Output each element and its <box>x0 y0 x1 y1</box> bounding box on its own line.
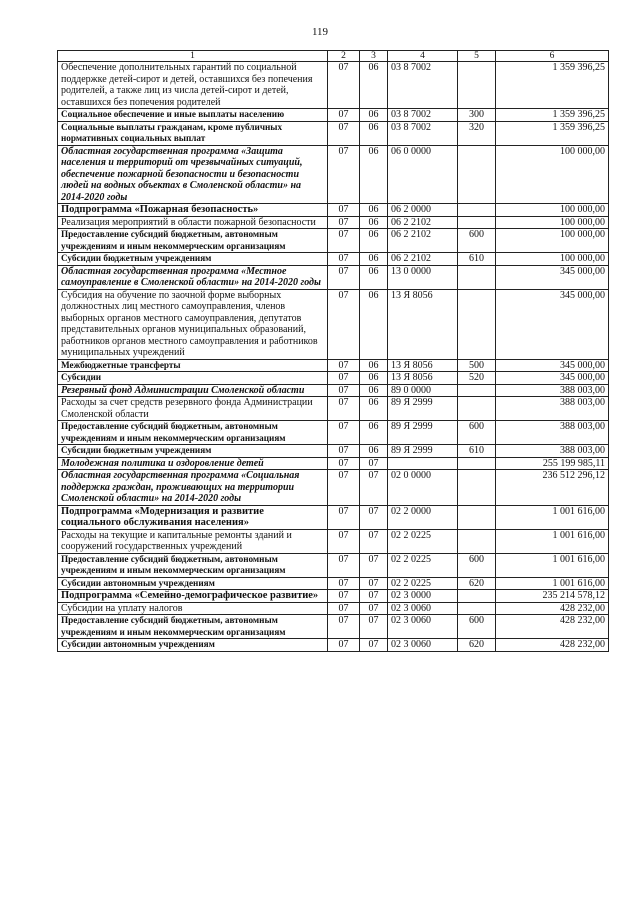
target-article-cell: 06 2 2102 <box>388 253 458 266</box>
expense-type-cell: 600 <box>458 421 496 445</box>
row-name-cell: Социальное обеспечение и иные выплаты населению <box>58 109 328 122</box>
subsection-code-cell: 07 <box>360 505 388 529</box>
expense-type-cell: 300 <box>458 109 496 122</box>
amount-cell: 1 001 616,00 <box>496 505 609 529</box>
expense-type-cell <box>458 457 496 470</box>
target-article-cell: 06 2 0000 <box>388 204 458 217</box>
target-article-cell: 02 3 0060 <box>388 615 458 639</box>
budget-table <box>57 50 609 652</box>
section-code-cell: 07 <box>328 529 360 553</box>
table-row <box>58 372 609 385</box>
amount-cell: 100 000,00 <box>496 229 609 253</box>
section-code-cell: 07 <box>328 384 360 397</box>
section-code-cell: 07 <box>328 229 360 253</box>
section-code-cell: 07 <box>328 505 360 529</box>
row-name-cell: Реализация мероприятий в области пожарной безопасности <box>58 216 328 229</box>
amount-cell: 1 001 616,00 <box>496 529 609 553</box>
table-row <box>58 602 609 615</box>
target-article-cell: 06 0 0000 <box>388 145 458 204</box>
amount-cell: 100 000,00 <box>496 145 609 204</box>
expense-type-cell: 620 <box>458 577 496 590</box>
table-row <box>58 145 609 204</box>
table-row <box>58 109 609 122</box>
expense-type-cell: 600 <box>458 615 496 639</box>
header-cell: 5 <box>458 51 496 62</box>
row-name-cell: Субсидии автономным учреждениям <box>58 639 328 652</box>
target-article-cell: 03 8 7002 <box>388 109 458 122</box>
row-name-cell: Субсидии бюджетным учреждениям <box>58 253 328 266</box>
target-article-cell: 89 0 0000 <box>388 384 458 397</box>
section-code-cell: 07 <box>328 639 360 652</box>
amount-cell: 1 001 616,00 <box>496 553 609 577</box>
table-row <box>58 216 609 229</box>
table-row <box>58 359 609 372</box>
section-code-cell: 07 <box>328 445 360 458</box>
subsection-code-cell: 06 <box>360 445 388 458</box>
row-name-cell: Предоставление субсидий бюджетным, автономным учреждениям и иным некоммерческим организациям <box>58 229 328 253</box>
header-cell: 1 <box>58 51 328 62</box>
target-article-cell: 03 8 7002 <box>388 62 458 109</box>
target-article-cell: 13 Я 8056 <box>388 289 458 359</box>
expense-type-cell: 600 <box>458 553 496 577</box>
amount-cell: 428 232,00 <box>496 602 609 615</box>
target-article-cell: 02 2 0225 <box>388 529 458 553</box>
section-code-cell: 07 <box>328 359 360 372</box>
table-row <box>58 445 609 458</box>
target-article-cell: 02 3 0000 <box>388 590 458 603</box>
section-code-cell: 07 <box>328 457 360 470</box>
row-name-cell: Расходы за счет средств резервного фонда Администрации Смоленской области <box>58 397 328 421</box>
expense-type-cell <box>458 505 496 529</box>
header-cell: 6 <box>496 51 609 62</box>
expense-type-cell: 620 <box>458 639 496 652</box>
row-name-cell: Подпрограмма «Семейно-демографическое развитие» <box>58 590 328 603</box>
expense-type-cell <box>458 204 496 217</box>
subsection-code-cell: 06 <box>360 289 388 359</box>
row-name-cell: Субсидии бюджетным учреждениям <box>58 445 328 458</box>
amount-cell: 388 003,00 <box>496 397 609 421</box>
subsection-code-cell: 07 <box>360 457 388 470</box>
target-article-cell: 03 8 7002 <box>388 121 458 145</box>
header-cell: 4 <box>388 51 458 62</box>
target-article-cell: 13 Я 8056 <box>388 359 458 372</box>
subsection-code-cell: 07 <box>360 553 388 577</box>
amount-cell: 1 359 396,25 <box>496 109 609 122</box>
target-article-cell: 02 2 0225 <box>388 577 458 590</box>
row-name-cell: Областная государственная программа «Защита населения и территорий от чрезвычайных ситуаций, обеспечение пожарной безопасности и безопасности людей на водных объектах в Смоленской области» на 2014-2020 годы <box>58 145 328 204</box>
row-name-cell: Предоставление субсидий бюджетным, автономным учреждениям и иным некоммерческим организациям <box>58 615 328 639</box>
row-name-cell: Подпрограмма «Пожарная безопасность» <box>58 204 328 217</box>
expense-type-cell <box>458 590 496 603</box>
amount-cell: 255 199 985,11 <box>496 457 609 470</box>
section-code-cell: 07 <box>328 265 360 289</box>
subsection-code-cell: 07 <box>360 639 388 652</box>
section-code-cell: 07 <box>328 145 360 204</box>
section-code-cell: 07 <box>328 204 360 217</box>
subsection-code-cell: 07 <box>360 529 388 553</box>
table-row <box>58 457 609 470</box>
expense-type-cell: 520 <box>458 372 496 385</box>
amount-cell: 100 000,00 <box>496 204 609 217</box>
row-name-cell: Субсидии <box>58 372 328 385</box>
row-name-cell: Областная государственная программа «Местное самоуправление в Смоленской области» на 2014-2020 годы <box>58 265 328 289</box>
header-cell: 2 <box>328 51 360 62</box>
row-name-cell: Субсидии на уплату налогов <box>58 602 328 615</box>
section-code-cell: 07 <box>328 577 360 590</box>
amount-cell: 428 232,00 <box>496 615 609 639</box>
table-row <box>58 62 609 109</box>
section-code-cell: 07 <box>328 109 360 122</box>
table-row <box>58 253 609 266</box>
expense-type-cell: 610 <box>458 445 496 458</box>
table-header <box>58 51 609 62</box>
amount-cell: 236 512 296,12 <box>496 470 609 506</box>
amount-cell: 388 003,00 <box>496 384 609 397</box>
subsection-code-cell: 06 <box>360 62 388 109</box>
table-row <box>58 553 609 577</box>
subsection-code-cell: 06 <box>360 109 388 122</box>
target-article-cell: 02 2 0225 <box>388 553 458 577</box>
table-row <box>58 421 609 445</box>
target-article-cell: 02 0 0000 <box>388 470 458 506</box>
subsection-code-cell: 07 <box>360 577 388 590</box>
expense-type-cell <box>458 145 496 204</box>
expense-type-cell: 500 <box>458 359 496 372</box>
subsection-code-cell: 06 <box>360 229 388 253</box>
row-name-cell: Предоставление субсидий бюджетным, автономным учреждениям и иным некоммерческим организациям <box>58 421 328 445</box>
row-name-cell: Областная государственная программа «Социальная поддержка граждан, проживающих на территории Смоленской области» на 2014-2020 годы <box>58 470 328 506</box>
section-code-cell: 07 <box>328 602 360 615</box>
target-article-cell: 06 2 2102 <box>388 229 458 253</box>
table-row <box>58 229 609 253</box>
expense-type-cell <box>458 602 496 615</box>
expense-type-cell: 610 <box>458 253 496 266</box>
amount-cell: 100 000,00 <box>496 216 609 229</box>
section-code-cell: 07 <box>328 590 360 603</box>
target-article-cell: 02 3 0060 <box>388 639 458 652</box>
amount-cell: 345 000,00 <box>496 359 609 372</box>
expense-type-cell <box>458 62 496 109</box>
subsection-code-cell: 06 <box>360 145 388 204</box>
subsection-code-cell: 07 <box>360 590 388 603</box>
amount-cell: 1 001 616,00 <box>496 577 609 590</box>
row-name-cell: Обеспечение дополнительных гарантий по социальной поддержке детей-сирот и детей, оставшихся без попечения родителей, а также лиц из числа детей-сирот и детей, оставшихся без попечения родителей <box>58 62 328 109</box>
amount-cell: 388 003,00 <box>496 421 609 445</box>
subsection-code-cell: 06 <box>360 372 388 385</box>
subsection-code-cell: 06 <box>360 216 388 229</box>
subsection-code-cell: 07 <box>360 602 388 615</box>
section-code-cell: 07 <box>328 216 360 229</box>
row-name-cell: Социальные выплаты гражданам, кроме публичных нормативных социальных выплат <box>58 121 328 145</box>
table-row <box>58 590 609 603</box>
table-row <box>58 289 609 359</box>
section-code-cell: 07 <box>328 615 360 639</box>
subsection-code-cell: 07 <box>360 615 388 639</box>
target-article-cell: 13 Я 8056 <box>388 372 458 385</box>
section-code-cell: 07 <box>328 289 360 359</box>
target-article-cell: 06 2 2102 <box>388 216 458 229</box>
subsection-code-cell: 06 <box>360 121 388 145</box>
expense-type-cell: 320 <box>458 121 496 145</box>
header-row <box>58 51 609 62</box>
amount-cell: 428 232,00 <box>496 639 609 652</box>
section-code-cell: 07 <box>328 421 360 445</box>
subsection-code-cell: 06 <box>360 359 388 372</box>
table-row <box>58 529 609 553</box>
table-row <box>58 265 609 289</box>
expense-type-cell <box>458 470 496 506</box>
amount-cell: 345 000,00 <box>496 372 609 385</box>
target-article-cell: 02 3 0060 <box>388 602 458 615</box>
amount-cell: 235 214 578,12 <box>496 590 609 603</box>
row-name-cell: Резервный фонд Администрации Смоленской области <box>58 384 328 397</box>
target-article-cell: 89 Я 2999 <box>388 397 458 421</box>
subsection-code-cell: 06 <box>360 397 388 421</box>
table-row <box>58 384 609 397</box>
target-article-cell: 89 Я 2999 <box>388 421 458 445</box>
subsection-code-cell: 07 <box>360 470 388 506</box>
section-code-cell: 07 <box>328 470 360 506</box>
subsection-code-cell: 06 <box>360 204 388 217</box>
section-code-cell: 07 <box>328 62 360 109</box>
amount-cell: 345 000,00 <box>496 265 609 289</box>
row-name-cell: Межбюджетные трансферты <box>58 359 328 372</box>
subsection-code-cell: 06 <box>360 265 388 289</box>
amount-cell: 388 003,00 <box>496 445 609 458</box>
expense-type-cell <box>458 384 496 397</box>
table-row <box>58 470 609 506</box>
row-name-cell: Субсидия на обучение по заочной форме выборных должностных лиц местного самоуправления, членов выборных органов местного самоуправления, депутатов представительных органов муниципальных образований, работников органов местного самоуправления и работников муниципальных учреждений <box>58 289 328 359</box>
expense-type-cell <box>458 216 496 229</box>
section-code-cell: 07 <box>328 397 360 421</box>
table-row <box>58 397 609 421</box>
subsection-code-cell: 06 <box>360 384 388 397</box>
expense-type-cell <box>458 289 496 359</box>
amount-cell: 1 359 396,25 <box>496 121 609 145</box>
expense-type-cell <box>458 265 496 289</box>
expense-type-cell <box>458 529 496 553</box>
table-row <box>58 121 609 145</box>
row-name-cell: Подпрограмма «Модернизация и развитие социального обслуживания населения» <box>58 505 328 529</box>
section-code-cell: 07 <box>328 372 360 385</box>
header-cell: 3 <box>360 51 388 62</box>
expense-type-cell: 600 <box>458 229 496 253</box>
section-code-cell: 07 <box>328 121 360 145</box>
amount-cell: 1 359 396,25 <box>496 62 609 109</box>
page-number: 119 <box>311 26 329 38</box>
section-code-cell: 07 <box>328 253 360 266</box>
target-article-cell <box>388 457 458 470</box>
row-name-cell: Субсидии автономным учреждениям <box>58 577 328 590</box>
target-article-cell: 13 0 0000 <box>388 265 458 289</box>
table-body <box>58 62 609 652</box>
target-article-cell: 89 Я 2999 <box>388 445 458 458</box>
table-row <box>58 615 609 639</box>
table-row <box>58 204 609 217</box>
target-article-cell: 02 2 0000 <box>388 505 458 529</box>
expense-type-cell <box>458 397 496 421</box>
row-name-cell: Предоставление субсидий бюджетным, автономным учреждениям и иным некоммерческим организациям <box>58 553 328 577</box>
amount-cell: 100 000,00 <box>496 253 609 266</box>
row-name-cell: Расходы на текущие и капитальные ремонты зданий и сооружений государственных учреждений <box>58 529 328 553</box>
table-row <box>58 505 609 529</box>
table-row <box>58 639 609 652</box>
row-name-cell: Молодежная политика и оздоровление детей <box>58 457 328 470</box>
subsection-code-cell: 06 <box>360 253 388 266</box>
amount-cell: 345 000,00 <box>496 289 609 359</box>
subsection-code-cell: 06 <box>360 421 388 445</box>
table-row <box>58 577 609 590</box>
section-code-cell: 07 <box>328 553 360 577</box>
